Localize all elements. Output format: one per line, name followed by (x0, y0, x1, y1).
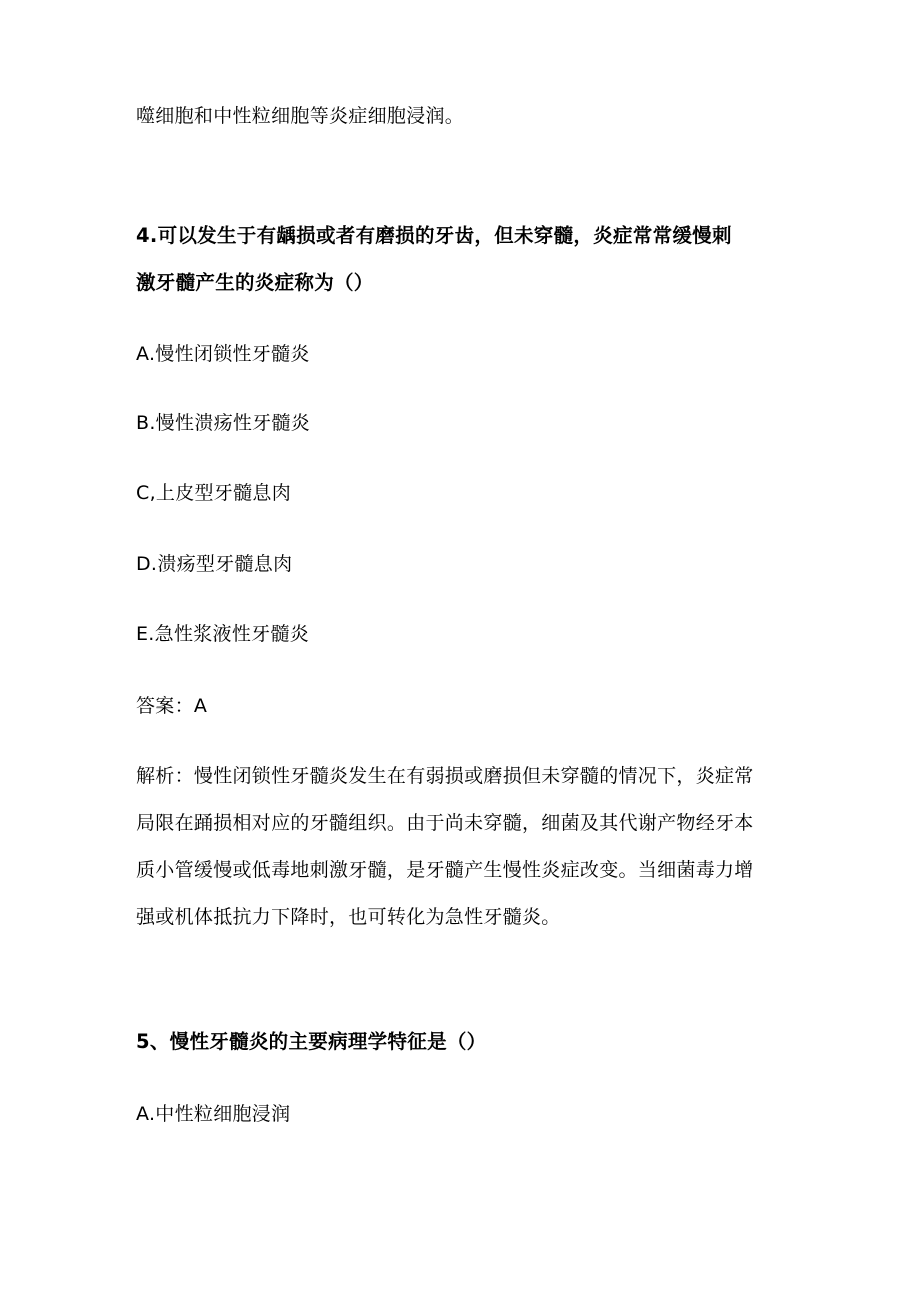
continuation-text: 噬细胞和中性粒细胞等炎症细胞浸润。 (136, 105, 465, 127)
question-5-stem: 5、慢性牙髓炎的主要病理学特征是（） (136, 1030, 487, 1053)
question-4-option-a: A.慢性闭锁性牙髓炎 (136, 343, 310, 365)
question-4-analysis-line-2: 局限在踊损相对应的牙髓组织。由于尚未穿髓，细菌及其代谢产物经牙本 (136, 812, 754, 834)
question-4-option-e: E.急性浆液性牙髓炎 (136, 623, 310, 645)
question-4-analysis-line-4: 强或机体抵抗力下降时，也可转化为急性牙髓炎。 (136, 906, 561, 928)
question-4-stem-line-1: 4.可以发生于有龋损或者有磨损的牙齿，但未穿髓，炎症常常缓慢刺 (136, 224, 732, 247)
question-4-analysis-line-1: 解析：慢性闭锁性牙髓炎发生在有弱损或磨损但未穿髓的情况下，炎症常 (136, 765, 754, 787)
question-4-option-d: D.溃疡型牙髓息肉 (136, 553, 293, 575)
question-4-option-b: B.慢性溃疡性牙髓炎 (136, 412, 311, 434)
question-4-option-c: C,上皮型牙髓息肉 (136, 482, 292, 504)
question-4-stem-line-2: 激牙髓产生的炎症称为（） (136, 271, 374, 294)
question-5-option-a: A.中性粒细胞浸润 (136, 1103, 291, 1125)
question-4-analysis-line-3: 质小管缓慢或低毒地刺激牙髓，是牙髓产生慢性炎症改变。当细菌毒力增 (136, 859, 754, 881)
question-4-answer: 答案：A (136, 695, 208, 717)
